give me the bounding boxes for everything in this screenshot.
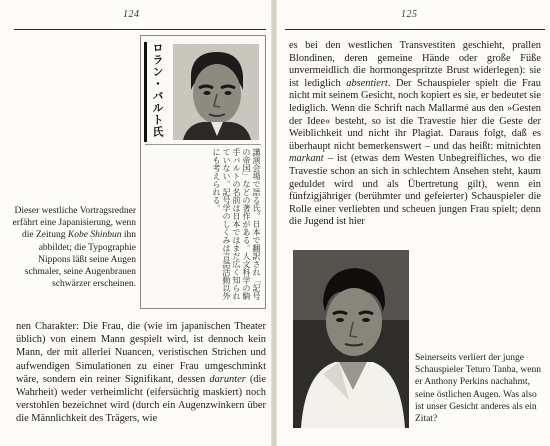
clipping-article-text: 講演会場で語る氏。日本で翻訳され「記号の帝国」などの著作がある。人文科学の騎手バルトの名前は日本ではまだ広く知られていない。記号学のしくみは言語活動以外にも考えられる。 [212,148,261,300]
caption-left-text-1: Dieser westliche Vortragsredner erfährt eine Japanisierung, wenn die Zeitung [12,206,136,241]
body-left-part-2: (die Wahrheit) weder verheimlicht (eifersüchtig maskiert) noch verstohlen bezeichnet wird (durch ein Augenzwinkern über die Männlichkeit des Trägers, wie [16,373,266,425]
portrait-photo-icon [173,44,259,140]
tanba-portrait-photo-icon [293,250,409,428]
caption-left-text-2: ihn abbildet; die Typographie Nippons läßt seine Augen schmaler, seine Augenbrauen schwärzer erscheinen. [24,230,136,290]
page-number-left: 124 [123,9,140,20]
header-rule-left [14,29,266,30]
page-number-right: 125 [401,9,418,20]
body-left-italic: darunter [209,373,246,385]
body-text-left [16,320,266,426]
clipping-name-box [144,42,168,142]
right-page [277,0,550,446]
barthes-portrait-icon [173,44,259,140]
header-rule-right [285,29,545,30]
left-page [0,0,271,446]
body-left-part-1: nen Charakter: Die Frau, die (wie im japanischen Theater üblich) von einem Mann gespielt wird, ist dennoch kein Mann, der mit allerlei Nuancen, veristischen Strichen und aufwendigen Simulationen zu einer Frau umgeschminkt wäre, sondern ein reiner Signifikant, dessen [16,321,266,385]
body-right-part-1: es bei den westlichen Transvestiten geschieht, prallen Blondinen, deren gemeine Hände oder große Füße unvermeidlich die hormongespritzte Brust widerlegen): sie ist lediglich [289,40,541,89]
caption-left-newspaper: Kobe Shinbun [67,230,122,241]
actor-portrait-icon [293,250,409,428]
caption-right: Seinerseits verliert der junge Schauspieler Teturo Tanba, wenn er Anthony Perkins nachahmt, seine östlichen Augen. Was also ist unser Gesicht anderes als ein Zitat? [415,353,542,425]
body-right-italic-1: absentiert [346,77,388,89]
caption-left [12,205,136,290]
body-right-italic-2: markant [289,153,324,165]
body-right-part-2: . Der Schauspieler spielt die Frau nicht mit seinem Gesicht, noch kopiert es sie, er bedeutet sie lediglich. Wenn die Schrift nach Mallarmé aus den »Gesten der Idee« besteht, so ist die Travestie hier die Geste der Weiblichkeit und nicht ihr Plagiat. Daraus folgt, daß es überhaupt nicht bemerkenswert – und das heißt: mitnichten [289,77,541,152]
newspaper-clipping [140,35,266,309]
body-text-right [289,40,541,229]
clipping-name-label: ロラン・バルト氏 [151,42,164,138]
body-right-part-3: – ist (etwas dem Westen Unbegreifliches, wo die Travestie schon an sich in schlechtem Ansehen steht, kaum geduldet wird und als Übertretung gilt), wenn ein fünfzigjähriger (berühmter und gefeierter) Schauspieler die Rolle einer verliebten und scheuen jungen Frau spielt; denn die Jugend ist hier [289,153,541,228]
clipping-divider [145,144,261,145]
